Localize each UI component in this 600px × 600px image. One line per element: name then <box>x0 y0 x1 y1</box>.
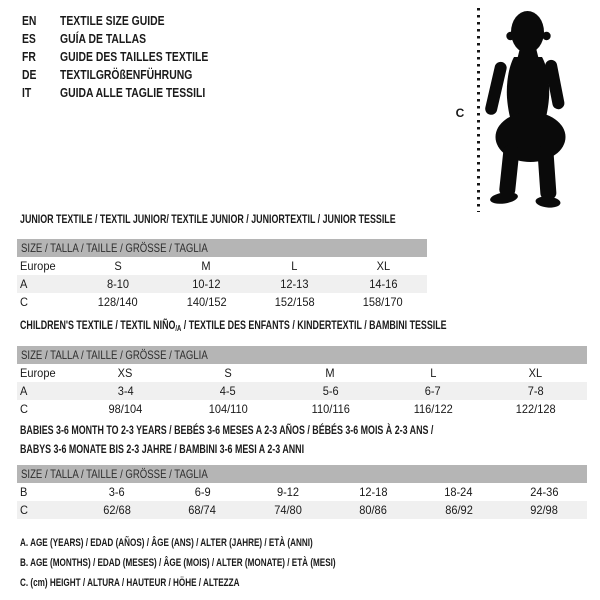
toddler-silhouette-figure <box>482 10 574 210</box>
children-table-title-text <box>20 316 447 338</box>
cell: 86/92 <box>444 503 473 517</box>
language-title: TEXTILE SIZE GUIDE <box>60 13 165 28</box>
cell: 8-10 <box>107 277 130 291</box>
cell: XL <box>376 259 390 273</box>
children-size-table <box>17 346 587 418</box>
cell: 80/86 <box>359 503 388 517</box>
title-segment: CHILDREN'S TEXTILE / TEXTIL NIÑO <box>20 318 176 332</box>
language-title: TEXTILGRÖßENFÜHRUNG <box>60 67 193 82</box>
cell: 6-9 <box>194 485 211 499</box>
cell: 104/110 <box>208 402 248 416</box>
height-dotted-line <box>477 8 480 212</box>
legend-line-a: A. AGE (YEARS) / EDAD (AÑOS) / ÂGE (ANS) / ALTER (JAHRE) / ETÀ (ANNI) <box>20 537 313 549</box>
babies-table-title <box>20 421 595 459</box>
cell: S <box>114 259 122 273</box>
language-title: GUÍA DE TALLAS <box>60 31 147 46</box>
language-guide-list <box>22 12 245 102</box>
height-marker-label: C <box>455 106 465 120</box>
cell: 12-13 <box>280 277 309 291</box>
cell: 92/98 <box>530 503 559 517</box>
size-header-label: SIZE / TALLA / TAILLE / GRÖSSE / TAGLIA <box>21 348 208 362</box>
table-row <box>17 483 587 501</box>
cell: 140/152 <box>186 295 227 309</box>
junior-table-title <box>20 210 595 229</box>
row-label: A <box>20 277 28 291</box>
table-row <box>17 400 587 418</box>
cell: XL <box>528 366 543 380</box>
cell: S <box>224 366 232 380</box>
row-label: B <box>20 485 28 499</box>
cell: 24-36 <box>530 485 559 499</box>
table-row <box>17 275 427 293</box>
babies-title-line2: BABYS 3-6 MONATE BIS 2-3 JAHRE / BAMBINI 3-6 MESI A 2-3 ANNI <box>20 442 305 456</box>
title-subscript: /A <box>175 324 182 333</box>
cell: XS <box>117 366 133 380</box>
babies-title-line1: BABIES 3-6 MONTH TO 2-3 YEARS / BEBÉS 3-6 MESES A 2-3 AÑOS / BÉBÉS 3-6 MOIS À 2-3 ANS / <box>20 423 434 437</box>
language-row-fr <box>22 48 245 66</box>
cell: L <box>430 366 437 380</box>
table-row <box>17 293 427 311</box>
cell: 3-4 <box>117 384 134 398</box>
cell: L <box>291 259 298 273</box>
row-label: Europe <box>20 259 56 273</box>
cell: 6-7 <box>425 384 442 398</box>
legend <box>20 533 447 593</box>
legend-line-c: C. (cm) HEIGHT / ALTURA / HAUTEUR / HÖHE / ALTEZZA <box>20 577 240 589</box>
cell: 5-6 <box>322 384 339 398</box>
row-label: A <box>20 384 28 398</box>
cell: 14-16 <box>368 277 397 291</box>
row-label: Europe <box>20 366 56 380</box>
cell: 98/104 <box>108 402 143 416</box>
size-header-bar <box>17 346 587 364</box>
table-row <box>17 382 587 400</box>
junior-table-title-text: JUNIOR TEXTILE / TEXTIL JUNIOR/ TEXTILE JUNIOR / JUNIORTEXTIL / JUNIOR TESSILE <box>20 212 396 226</box>
cell: 158/170 <box>362 295 403 309</box>
language-row-de <box>22 66 245 84</box>
size-header-bar <box>17 465 587 483</box>
language-row-it <box>22 84 245 102</box>
children-table-title <box>20 316 595 338</box>
cell: 7-8 <box>527 384 544 398</box>
cell: 116/122 <box>413 402 453 416</box>
babies-size-table <box>17 465 587 519</box>
size-header-label: SIZE / TALLA / TAILLE / GRÖSSE / TAGLIA <box>21 241 208 255</box>
cell: 18-24 <box>444 485 473 499</box>
cell: 10-12 <box>192 277 221 291</box>
cell: M <box>201 259 211 273</box>
language-code: ES <box>22 31 36 46</box>
language-title: GUIDE DES TAILLES TEXTILE <box>60 49 209 64</box>
row-label: C <box>20 295 28 309</box>
junior-size-table <box>17 239 427 311</box>
cell: 74/80 <box>273 503 302 517</box>
language-code: FR <box>22 49 36 64</box>
language-code: DE <box>22 67 37 82</box>
language-code: EN <box>22 13 37 28</box>
cell: 3-6 <box>108 485 125 499</box>
cell: 9-12 <box>276 485 299 499</box>
language-code: IT <box>22 85 32 100</box>
language-row-es <box>22 30 245 48</box>
cell: 152/158 <box>274 295 315 309</box>
legend-line-b: B. AGE (MONTHS) / EDAD (MESES) / ÂGE (MOIS) / ALTER (MONATE) / ETÀ (MESI) <box>20 557 336 569</box>
cell: 128/140 <box>98 295 139 309</box>
cell: 4-5 <box>219 384 236 398</box>
cell: 68/74 <box>188 503 217 517</box>
row-label: C <box>20 503 28 517</box>
cell: 110/116 <box>311 402 350 416</box>
table-row <box>17 364 587 382</box>
cell: M <box>325 366 336 380</box>
language-title: GUIDA ALLE TAGLIE TESSILI <box>60 85 206 100</box>
cell: 12-18 <box>359 485 388 499</box>
cell: 62/68 <box>102 503 131 517</box>
size-header-label: SIZE / TALLA / TAILLE / GRÖSSE / TAGLIA <box>21 467 208 481</box>
language-row-en <box>22 12 245 30</box>
cell: 122/128 <box>515 402 556 416</box>
table-row <box>17 501 587 519</box>
table-row <box>17 257 427 275</box>
title-segment: / TEXTILE DES ENFANTS / KINDERTEXTIL / BAMBINI TESSILE <box>181 318 447 332</box>
row-label: C <box>20 402 28 416</box>
size-header-bar <box>17 239 427 257</box>
